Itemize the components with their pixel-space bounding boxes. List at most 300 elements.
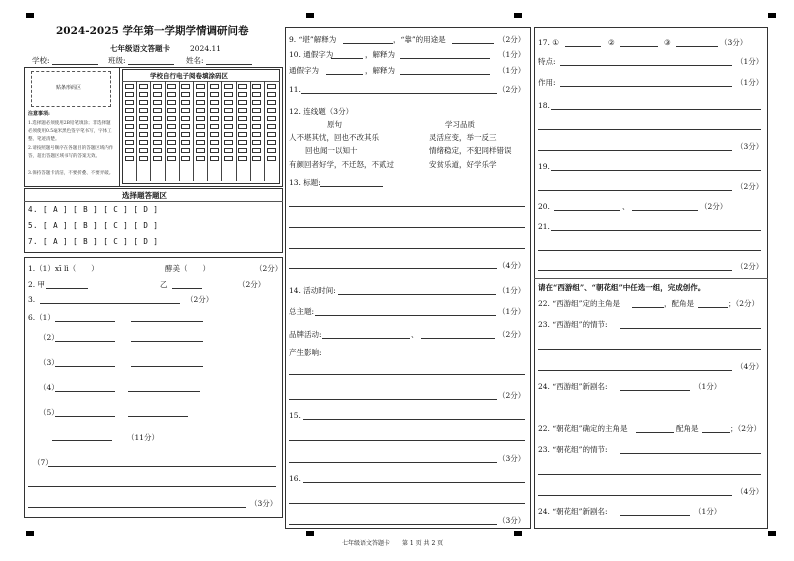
q10-score: （1分）	[498, 50, 526, 59]
q6-extra-line[interactable]	[52, 440, 112, 441]
q10-line-c[interactable]	[326, 74, 363, 75]
q20-label: 20.	[538, 202, 550, 211]
omr-bubble[interactable]	[238, 108, 247, 113]
school-field[interactable]	[52, 64, 98, 65]
q18-line[interactable]	[538, 129, 761, 130]
q6-5-line-b[interactable]	[128, 416, 188, 417]
omr-column[interactable]	[167, 84, 177, 164]
omr-bubble[interactable]	[267, 140, 276, 145]
omr-column[interactable]	[181, 84, 191, 164]
omr-bubble[interactable]	[238, 116, 247, 121]
omr-bubble[interactable]	[196, 116, 205, 121]
q9-line-b[interactable]	[452, 43, 494, 44]
omr-bubble[interactable]	[267, 108, 276, 113]
q1-label: 1.（1）xī lì（ ）	[28, 264, 99, 273]
omr-bubble[interactable]	[167, 148, 176, 153]
q15-answer-line[interactable]	[303, 419, 525, 420]
q16-label: 16.	[289, 474, 301, 483]
omr-bubble[interactable]	[210, 132, 219, 137]
omr-bubble[interactable]	[267, 132, 276, 137]
q22-xiyou-support-line[interactable]	[698, 307, 728, 308]
omr-bubble[interactable]	[153, 156, 162, 161]
q14b-score: （1分）	[498, 307, 526, 316]
omr-bubble[interactable]	[238, 124, 247, 129]
omr-bubble[interactable]	[139, 140, 148, 145]
q6-1-line-b[interactable]	[131, 321, 203, 322]
feature-label: 特点:	[538, 57, 556, 66]
q6-5-label: （5）	[39, 408, 59, 417]
omr-bubble[interactable]	[153, 148, 162, 153]
q9b-label: ，“靠”的用途是	[393, 35, 446, 44]
notice-item: 3.保持答题卡清洁，不要折叠、不要弄破。	[28, 171, 114, 176]
omr-bubble[interactable]	[196, 100, 205, 105]
q6-4-line-b[interactable]	[128, 391, 200, 392]
q24-zhaohua-line[interactable]	[620, 515, 690, 516]
omr-bubble[interactable]	[196, 108, 205, 113]
omr-bubble[interactable]	[167, 124, 176, 129]
q23-xiyou-line[interactable]	[538, 370, 732, 371]
omr-bubble[interactable]	[224, 124, 233, 129]
q10-label: 10. 通假字为	[289, 50, 334, 59]
omr-bubble[interactable]	[139, 92, 148, 97]
q22-zhaohua-support-line[interactable]	[702, 432, 730, 433]
q12-left-3[interactable]: 有颜回者好学，不迁怒，不贰过	[289, 160, 394, 169]
choice-area-title: 选择题答题区	[122, 191, 167, 200]
q12-left-1[interactable]: 人不堪其忧，回也不改其乐	[289, 133, 379, 142]
q14-impact-line[interactable]	[289, 374, 525, 375]
q6-score: （11分）	[127, 433, 160, 442]
q6-1-label: 6.（1）	[28, 313, 55, 322]
divider	[119, 67, 120, 187]
effect-line[interactable]	[560, 86, 732, 87]
q12-header-right: 学习品质	[445, 120, 475, 129]
q23-zhaohua-line[interactable]	[538, 495, 732, 496]
q15-score: （3分）	[498, 454, 526, 463]
omr-separator	[179, 81, 180, 181]
omr-bubble[interactable]	[224, 148, 233, 153]
registration-mark	[514, 531, 522, 536]
q7-answer-line[interactable]	[28, 507, 246, 508]
q14-impact-line[interactable]	[289, 399, 497, 400]
q14c-score: （2分）	[498, 330, 526, 339]
divider	[24, 201, 283, 202]
omr-bubble[interactable]	[267, 92, 276, 97]
omr-bubble[interactable]	[153, 108, 162, 113]
q18-line[interactable]	[538, 150, 732, 151]
q14d-score: （2分）	[498, 391, 526, 400]
omr-separator	[207, 81, 208, 181]
notice-title: 注意事项:	[28, 111, 50, 117]
q14-score: （1分）	[498, 286, 526, 295]
omr-bubble[interactable]	[181, 140, 190, 145]
omr-bubble[interactable]	[139, 124, 148, 129]
omr-bubble[interactable]	[267, 100, 276, 105]
omr-bubble[interactable]	[238, 84, 247, 89]
q22-zhaohua-score: ；（2分）	[730, 424, 762, 433]
q9-line-a[interactable]	[343, 43, 393, 44]
q14c-sep: 、	[411, 330, 419, 339]
q20-line-a[interactable]	[554, 210, 620, 211]
q24-zhaohua-label: 24. “朝花组”新剧名:	[538, 507, 608, 516]
omr-bubble[interactable]	[210, 108, 219, 113]
omr-bubble[interactable]	[125, 116, 134, 121]
omr-bubble[interactable]	[167, 108, 176, 113]
q1-score: （2分）	[255, 264, 283, 273]
name-field[interactable]	[206, 64, 252, 65]
q19-line[interactable]	[538, 190, 732, 191]
q14-brand-line-b[interactable]	[421, 338, 495, 339]
q14-brand-line-a[interactable]	[322, 338, 410, 339]
omr-bubble[interactable]	[210, 100, 219, 105]
omr-separator	[136, 81, 137, 181]
omr-bubble[interactable]	[125, 132, 134, 137]
choice-row-5[interactable]: 5. [ A ] [ B ] [ C ] [ D ]	[28, 221, 159, 230]
divider	[534, 278, 768, 279]
q22-xiyou-lead-line[interactable]	[632, 307, 664, 308]
q13-answer-line[interactable]	[289, 248, 525, 249]
omr-bubble[interactable]	[224, 116, 233, 121]
choose-group-instruction: 请在“西游组”、“朝花组”中任选一组，完成创作。	[538, 283, 706, 292]
q6-1-line-a[interactable]	[55, 321, 115, 322]
omr-bubble[interactable]	[167, 132, 176, 137]
omr-bubble[interactable]	[125, 148, 134, 153]
omr-bubble[interactable]	[125, 92, 134, 97]
omr-separator	[193, 81, 194, 181]
q23-zhaohua-line[interactable]	[538, 474, 761, 475]
q6-2-line-a[interactable]	[55, 341, 115, 342]
omr-column[interactable]	[238, 84, 248, 164]
sheet-subtitle: 七年级语文答题卡	[110, 44, 170, 53]
choice-row-7[interactable]: 7. [ A ] [ B ] [ C ] [ D ]	[28, 237, 159, 246]
answer-area-col1	[24, 257, 283, 518]
omr-bubble[interactable]	[181, 148, 190, 153]
omr-bubble[interactable]	[196, 156, 205, 161]
q22-xiyou-support-label: ，配角是	[664, 299, 694, 308]
omr-column[interactable]	[252, 84, 262, 164]
omr-bubble[interactable]	[139, 84, 148, 89]
omr-bubble[interactable]	[196, 92, 205, 97]
q11-label: 11.	[289, 85, 301, 94]
q12-left-2[interactable]: 回也闻一以知十	[305, 146, 358, 155]
omr-bubble[interactable]	[125, 156, 134, 161]
q2-answer-line[interactable]	[46, 288, 88, 289]
omr-bubble[interactable]	[181, 84, 190, 89]
omr-bubble[interactable]	[167, 84, 176, 89]
effect-score: （1分）	[736, 78, 764, 87]
q14-theme-line[interactable]	[315, 315, 496, 316]
divider	[122, 81, 280, 82]
omr-bubble[interactable]	[125, 108, 134, 113]
omr-column[interactable]	[124, 84, 134, 164]
omr-bubble[interactable]	[210, 84, 219, 89]
name-label: 姓名:	[186, 56, 204, 65]
omr-bubble[interactable]	[153, 132, 162, 137]
omr-bubble[interactable]	[125, 84, 134, 89]
omr-bubble[interactable]	[181, 156, 190, 161]
q6-4-label: （4）	[39, 383, 59, 392]
omr-bubble[interactable]	[238, 92, 247, 97]
omr-bubble[interactable]	[167, 140, 176, 145]
omr-bubble[interactable]	[238, 156, 247, 161]
omr-bubble[interactable]	[210, 156, 219, 161]
omr-bubble[interactable]	[267, 124, 276, 129]
q13-answer-line[interactable]	[289, 268, 497, 269]
omr-bubble[interactable]	[181, 92, 190, 97]
omr-column[interactable]	[152, 84, 162, 164]
omr-bubble[interactable]	[210, 148, 219, 153]
omr-bubble[interactable]	[153, 100, 162, 105]
omr-bubble[interactable]	[224, 108, 233, 113]
q21-line[interactable]	[538, 270, 732, 271]
omr-grid[interactable]	[124, 84, 280, 184]
feature-line[interactable]	[560, 65, 732, 66]
omr-separator	[165, 81, 166, 181]
q12-right-3[interactable]: 安贫乐道，好学乐学	[429, 160, 497, 169]
q10-line-d[interactable]	[400, 74, 490, 75]
q13-answer-line[interactable]	[289, 227, 525, 228]
q12-right-1[interactable]: 灵活应变，举一反三	[429, 133, 497, 142]
q9-score: （2分）	[498, 35, 526, 44]
q23-zhaohua-score: （4分）	[736, 487, 764, 496]
q14c-label: 品牌活动:	[289, 330, 322, 339]
q17-score: （3分）	[720, 38, 748, 47]
omr-bubble[interactable]	[252, 156, 261, 161]
q24-xiyou-line[interactable]	[620, 390, 690, 391]
omr-bubble[interactable]	[153, 92, 162, 97]
q12-header-left: 原句	[327, 120, 342, 129]
q21-line[interactable]	[551, 230, 761, 231]
omr-bubble[interactable]	[252, 116, 261, 121]
q3-answer-line[interactable]	[40, 303, 180, 304]
q13-title-line[interactable]	[320, 186, 383, 187]
q23-zhaohua-line[interactable]	[620, 453, 761, 454]
omr-bubble[interactable]	[252, 140, 261, 145]
q23-xiyou-line[interactable]	[620, 328, 761, 329]
omr-bubble[interactable]	[267, 84, 276, 89]
omr-bubble[interactable]	[238, 100, 247, 105]
q23-zhaohua-label: 23. “朝花组”的情节:	[538, 445, 608, 454]
omr-bubble[interactable]	[139, 132, 148, 137]
omr-bubble[interactable]	[139, 148, 148, 153]
omr-bubble[interactable]	[252, 84, 261, 89]
omr-bubble[interactable]	[210, 92, 219, 97]
omr-bubble[interactable]	[224, 140, 233, 145]
q16-answer-line[interactable]	[289, 524, 497, 525]
omr-bubble[interactable]	[252, 132, 261, 137]
omr-separator	[250, 81, 251, 181]
omr-separator	[150, 81, 151, 181]
omr-bubble[interactable]	[167, 100, 176, 105]
q6-3-line-a[interactable]	[55, 366, 115, 367]
omr-separator	[236, 81, 237, 181]
omr-bubble[interactable]	[224, 156, 233, 161]
q12-right-2[interactable]: 情绪稳定，不犯同样错误	[429, 146, 512, 155]
omr-bubble[interactable]	[125, 140, 134, 145]
omr-bubble[interactable]	[196, 140, 205, 145]
registration-mark	[768, 13, 776, 18]
q16-answer-line[interactable]	[303, 482, 525, 483]
class-label: 班级:	[108, 56, 126, 65]
omr-bubble[interactable]	[238, 148, 247, 153]
omr-bubble[interactable]	[210, 116, 219, 121]
q15-answer-line[interactable]	[289, 440, 525, 441]
omr-column[interactable]	[209, 84, 219, 164]
omr-column[interactable]	[195, 84, 205, 164]
q17b-label: ②	[608, 38, 615, 47]
q10b-label: ，解释为	[365, 50, 395, 59]
omr-bubble[interactable]	[210, 140, 219, 145]
q1b-label: 酵美（ ）	[165, 264, 210, 273]
page-footer: 七年级语文答题卡 第 1 页 共 2 页	[342, 540, 444, 547]
q15-label: 15.	[289, 411, 301, 420]
omr-column[interactable]	[223, 84, 233, 164]
q6-3-label: （3）	[39, 358, 59, 367]
q19-line[interactable]	[551, 170, 761, 171]
q22-zhaohua-label: 22. “朝花组”确定的主角是	[538, 424, 628, 433]
registration-mark	[26, 531, 34, 536]
omr-bubble[interactable]	[139, 108, 148, 113]
omr-bubble[interactable]	[224, 92, 233, 97]
q24-xiyou-score: （1分）	[694, 382, 722, 391]
q21-label: 21.	[538, 222, 550, 231]
omr-bubble[interactable]	[210, 124, 219, 129]
omr-bubble[interactable]	[196, 84, 205, 89]
omr-column[interactable]	[266, 84, 276, 164]
omr-bubble[interactable]	[252, 100, 261, 105]
q17c-label: ③	[664, 38, 671, 47]
q7-answer-line[interactable]	[28, 486, 276, 487]
q22-zhaohua-support-label: 配角是	[676, 424, 699, 433]
omr-bubble[interactable]	[196, 124, 205, 129]
omr-bubble[interactable]	[252, 92, 261, 97]
q7-answer-line[interactable]	[48, 466, 276, 467]
q6-4-line-a[interactable]	[55, 391, 115, 392]
omr-bubble[interactable]	[181, 132, 190, 137]
q10c-label: 通假字为	[289, 66, 319, 75]
q14d-label: 产生影响:	[289, 348, 322, 357]
q22-zhaohua-lead-line[interactable]	[636, 432, 674, 433]
q17-line-3[interactable]	[676, 46, 718, 47]
omr-bubble[interactable]	[153, 124, 162, 129]
omr-bubble[interactable]	[238, 140, 247, 145]
q11-line[interactable]	[301, 93, 497, 94]
omr-bubble[interactable]	[153, 116, 162, 121]
q14-label: 14. 活动时间:	[289, 286, 336, 295]
omr-bubble[interactable]	[224, 132, 233, 137]
exam-date: 2024.11	[190, 44, 222, 53]
omr-bubble[interactable]	[224, 100, 233, 105]
q17-line-1[interactable]	[565, 46, 601, 47]
registration-mark	[514, 13, 522, 18]
q6-5-line-a[interactable]	[55, 416, 115, 417]
omr-bubble[interactable]	[125, 124, 134, 129]
q6-3-line-b[interactable]	[131, 366, 203, 367]
q22-xiyou-score: ；（2分）	[728, 299, 760, 308]
barcode-label: 贴条形码区	[56, 85, 82, 91]
registration-mark	[768, 531, 776, 536]
q24-xiyou-label: 24. “西游组”新剧名:	[538, 382, 608, 391]
q19-score: （2分）	[736, 182, 764, 191]
school-label: 学校:	[32, 56, 50, 65]
omr-bubble[interactable]	[139, 100, 148, 105]
q23-xiyou-score: （4分）	[736, 362, 764, 371]
omr-bubble[interactable]	[267, 156, 276, 161]
q2-label: 2. 甲	[28, 280, 46, 289]
q15-answer-line[interactable]	[289, 462, 497, 463]
q13-label: 13. 标题:	[289, 178, 321, 187]
notice-item: 1.选择题必须使用2B铅笔填涂；非选择题必须使用0.5毫米黑色签字笔书写，字体工整、笔迹清楚。	[28, 121, 112, 142]
q2-score: （2分）	[238, 280, 266, 289]
omr-bubble[interactable]	[238, 132, 247, 137]
q17-label: 17. ①	[538, 38, 560, 47]
omr-id-title: 学校自行电子阅卷填涂码区	[150, 72, 228, 80]
q21-score: （2分）	[736, 262, 764, 271]
omr-column[interactable]	[138, 84, 148, 164]
omr-bubble[interactable]	[181, 100, 190, 105]
omr-bubble[interactable]	[267, 116, 276, 121]
q20-score: （2分）	[700, 202, 728, 211]
q13-answer-line[interactable]	[289, 206, 525, 207]
q10d-label: ，解释为	[365, 66, 395, 75]
q16-score: （3分）	[498, 516, 526, 525]
omr-bubble[interactable]	[196, 132, 205, 137]
q11-score: （2分）	[498, 85, 526, 94]
q19-label: 19.	[538, 162, 550, 171]
q20-line-b[interactable]	[632, 210, 698, 211]
omr-bubble[interactable]	[153, 140, 162, 145]
q18-line[interactable]	[551, 109, 761, 110]
omr-separator	[221, 81, 222, 181]
omr-bubble[interactable]	[196, 148, 205, 153]
omr-bubble[interactable]	[181, 124, 190, 129]
page-title: 2024-2025 学年第一学期学情调研问卷	[56, 25, 249, 37]
q23-xiyou-line[interactable]	[538, 349, 761, 350]
q10-line-a[interactable]	[331, 58, 363, 59]
q9-label: 9. “堪”解释为	[289, 35, 337, 44]
q2b-answer-line[interactable]	[172, 288, 202, 289]
omr-bubble[interactable]	[267, 148, 276, 153]
omr-bubble[interactable]	[167, 116, 176, 121]
omr-bubble[interactable]	[167, 156, 176, 161]
omr-bubble[interactable]	[252, 148, 261, 153]
omr-bubble[interactable]	[252, 124, 261, 129]
q22-xiyou-label: 22. “西游组”定的主角是	[538, 299, 620, 308]
omr-bubble[interactable]	[252, 108, 261, 113]
class-field[interactable]	[128, 64, 174, 65]
registration-mark	[306, 13, 314, 18]
omr-bubble[interactable]	[139, 156, 148, 161]
omr-bubble[interactable]	[153, 84, 162, 89]
registration-mark	[26, 13, 34, 18]
q16-answer-line[interactable]	[289, 503, 525, 504]
q6-2-line-b[interactable]	[131, 341, 203, 342]
q10-line-b[interactable]	[400, 58, 490, 59]
omr-bubble[interactable]	[167, 92, 176, 97]
q18-score: （3分）	[736, 142, 764, 151]
q12-label: 12. 连线题（3分）	[289, 107, 354, 116]
q21-line[interactable]	[538, 250, 761, 251]
omr-bubble[interactable]	[125, 100, 134, 105]
q18-label: 18.	[538, 101, 550, 110]
omr-bubble[interactable]	[224, 84, 233, 89]
omr-bubble[interactable]	[181, 116, 190, 121]
q14-time-line[interactable]	[338, 294, 496, 295]
choice-row-4[interactable]: 4. [ A ] [ B ] [ C ] [ D ]	[28, 205, 159, 214]
omr-bubble[interactable]	[181, 108, 190, 113]
q17-line-2[interactable]	[620, 46, 658, 47]
omr-bubble[interactable]	[139, 116, 148, 121]
q10d-score: （1分）	[498, 66, 526, 75]
